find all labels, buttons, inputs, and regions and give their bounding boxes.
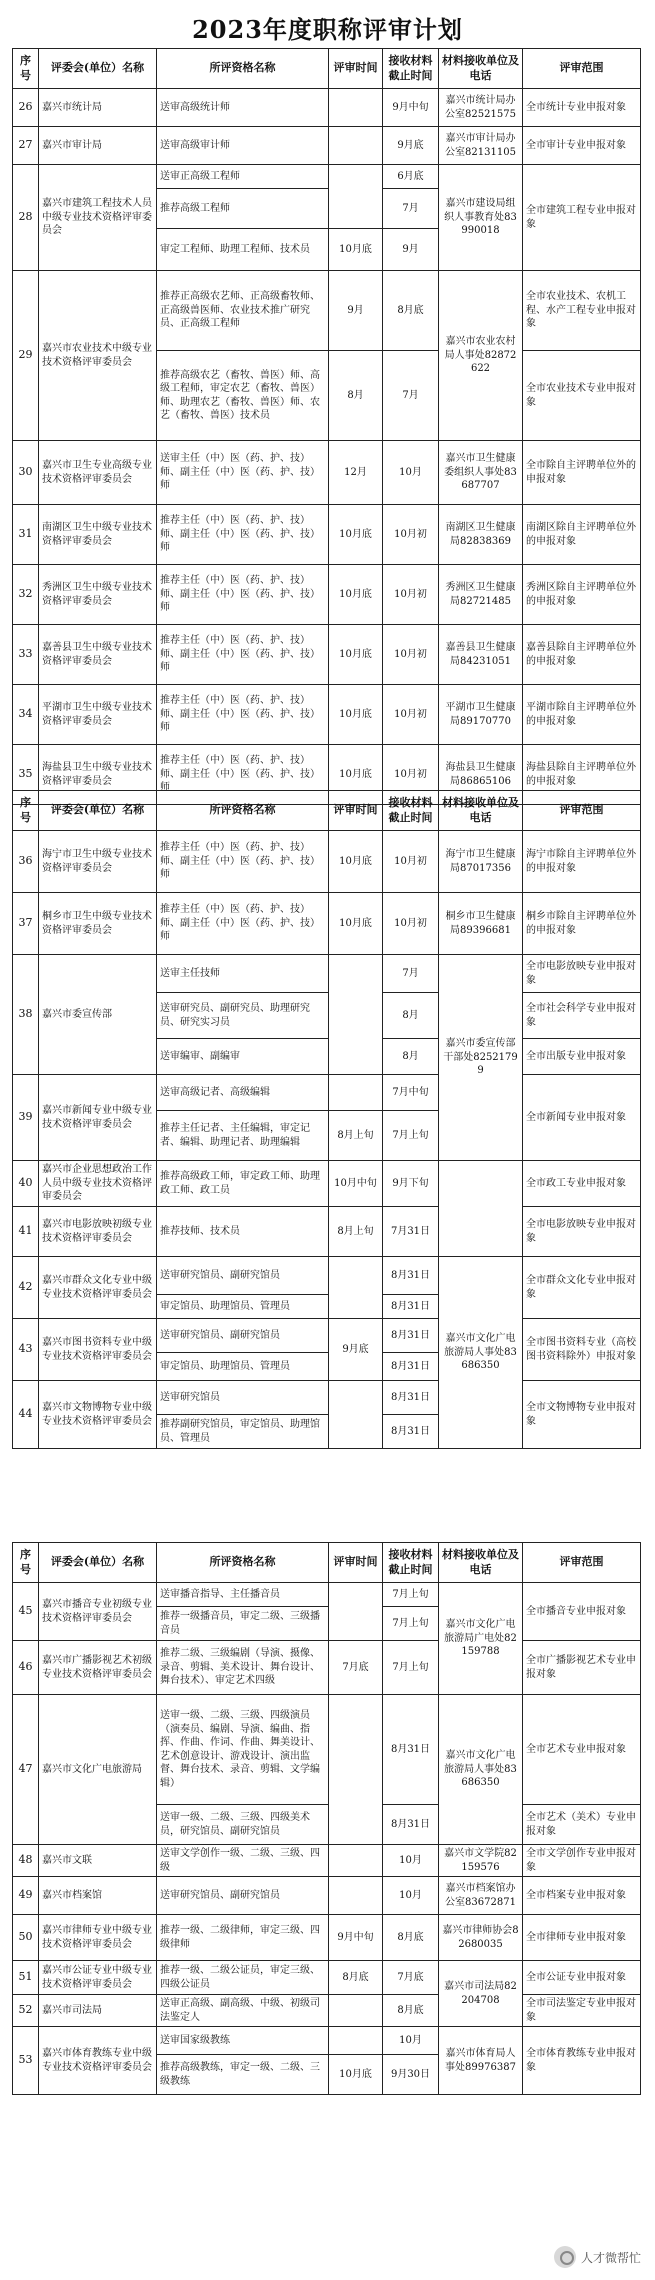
table-row — [13, 955, 641, 993]
table-cell: 全市律师专业申报对象 — [523, 1915, 641, 1961]
table-cell: 9月下旬 — [383, 1161, 439, 1207]
table-cell: 推荐主任（中）医（药、护、技）师、副主任（中）医（药、护、技）师 — [157, 505, 329, 565]
table-cell: 秀洲区卫生中级专业技术资格评审委员会 — [39, 565, 157, 625]
table-cell: 42 — [13, 1257, 39, 1319]
table-cell: 8月31日 — [383, 1381, 439, 1415]
table-cell: 31 — [13, 505, 39, 565]
table-cell: 推荐主任（中）医（药、护、技）师、副主任（中）医（药、护、技）师 — [157, 625, 329, 685]
table-cell: 8月31日 — [383, 1257, 439, 1295]
table-cell: 送审编审、副编审 — [157, 1039, 329, 1075]
table-cell: 8月底 — [383, 271, 439, 351]
table-cell: 嘉善县卫生健康局84231051 — [439, 625, 523, 685]
column-header-scope: 评审范围 — [523, 1543, 641, 1583]
table-cell: 推荐主任（中）医（药、护、技）师、副主任（中）医（药、护、技）师 — [157, 745, 329, 805]
table-cell: 嘉兴市图书资料专业中级专业技术资格评审委员会 — [39, 1319, 157, 1381]
table-cell: 8月31日 — [383, 1695, 439, 1805]
table-row — [13, 271, 641, 351]
table-cell: 全市档案专业申报对象 — [523, 1877, 641, 1915]
table-cell: 全市艺术（美术）专业申报对象 — [523, 1805, 641, 1845]
table-row — [13, 893, 641, 955]
column-header-no: 序号 — [13, 1543, 39, 1583]
table-cell: 7月 — [383, 189, 439, 229]
table-cell — [329, 1995, 383, 2027]
table-cell: 38 — [13, 955, 39, 1075]
table-cell: 10月初 — [383, 565, 439, 625]
table-cell: 8月 — [329, 351, 383, 441]
table-cell: 8月上旬 — [329, 1207, 383, 1257]
table-cell: 9月底 — [383, 127, 439, 165]
table-cell: 8月31日 — [383, 1295, 439, 1319]
table-cell: 送审研究馆员、副研究馆员 — [157, 1877, 329, 1915]
table-row — [13, 1845, 641, 1877]
table-cell: 嘉兴市电影放映初级专业技术资格评审委员会 — [39, 1207, 157, 1257]
table-cell: 嘉兴市体育教练专业中级专业技术资格评审委员会 — [39, 2027, 157, 2095]
table-cell: 7月中旬 — [383, 1075, 439, 1111]
table-cell: 全市农业技术、农机工程、水产工程专业申报对象 — [523, 271, 641, 351]
table-cell: 全市除自主评聘单位外的申报对象 — [523, 441, 641, 505]
column-header-qualification: 所评资格名称 — [157, 1543, 329, 1583]
table-cell: 10月初 — [383, 625, 439, 685]
table-cell: 审定工程师、助理工程师、技术员 — [157, 229, 329, 271]
table-cell: 嘉兴市文联 — [39, 1845, 157, 1877]
table-cell: 嘉兴市新闻专业中级专业技术资格评审委员会 — [39, 1075, 157, 1161]
table-cell: 48 — [13, 1845, 39, 1877]
watermark — [554, 2246, 641, 2268]
table-cell — [329, 1845, 383, 1877]
table-cell: 50 — [13, 1915, 39, 1961]
table-cell: 7月 — [383, 351, 439, 441]
table-cell: 全市艺术专业申报对象 — [523, 1695, 641, 1805]
table-cell: 10月初 — [383, 505, 439, 565]
table-cell: 全市广播影视艺术专业申报对象 — [523, 1641, 641, 1695]
table-cell: 嘉兴市公证专业中级专业技术资格评审委员会 — [39, 1961, 157, 1995]
table-row — [13, 1583, 641, 1607]
table-cell: 10月底 — [329, 565, 383, 625]
table-cell: 嘉兴市播音专业初级专业技术资格评审委员会 — [39, 1583, 157, 1641]
column-header-review-time: 评审时间 — [329, 49, 383, 89]
table-cell: 推荐一级、二级公证员，审定三级、四级公证员 — [157, 1961, 329, 1995]
table-cell: 海宁市卫生中级专业技术资格评审委员会 — [39, 831, 157, 893]
table-cell: 8月31日 — [383, 1319, 439, 1353]
column-header-committee: 评委会(单位）名称 — [39, 791, 157, 831]
column-header-deadline: 接收材料截止时间 — [383, 49, 439, 89]
table-cell: 嘉兴市企业思想政治工作人员中级专业技术资格评审委员会 — [39, 1161, 157, 1207]
table-cell: 36 — [13, 831, 39, 893]
table-cell: 桐乡市卫生健康局89396681 — [439, 893, 523, 955]
table-cell: 嘉兴市文化广电旅游局 — [39, 1695, 157, 1845]
table-row — [13, 1257, 641, 1295]
table-cell: 推荐高级教练，审定一级、二级、三级教练 — [157, 2055, 329, 2095]
table-cell: 海盐县除自主评聘单位外的申报对象 — [523, 745, 641, 805]
table-cell: 8月底 — [383, 1995, 439, 2027]
table-header-row — [13, 1543, 641, 1583]
table-row — [13, 165, 641, 189]
table-cell: 51 — [13, 1961, 39, 1995]
table-cell: 40 — [13, 1161, 39, 1207]
table-row — [13, 1075, 641, 1111]
column-header-qualification: 所评资格名称 — [157, 49, 329, 89]
table-cell: 全市政工专业申报对象 — [523, 1161, 641, 1207]
table-cell: 嘉兴市审计局办公室82131105 — [439, 127, 523, 165]
table-cell: 10月底 — [329, 893, 383, 955]
table-cell: 32 — [13, 565, 39, 625]
table-cell — [329, 2027, 383, 2055]
table-cell: 全市建筑工程专业申报对象 — [523, 165, 641, 271]
table-row — [13, 1161, 641, 1207]
table-cell: 8月上旬 — [329, 1111, 383, 1161]
table-cell: 10月 — [383, 441, 439, 505]
table-cell — [329, 1877, 383, 1915]
table-cell: 嘉兴市档案馆办公室83672871 — [439, 1877, 523, 1915]
table-cell: 送审研究馆员、副研究馆员 — [157, 1257, 329, 1295]
table-cell: 10月底 — [329, 229, 383, 271]
table-cell: 8月底 — [329, 1961, 383, 1995]
table-row — [13, 1641, 641, 1695]
column-header-qualification: 所评资格名称 — [157, 791, 329, 831]
table-cell — [329, 1695, 383, 1845]
table-cell: 39 — [13, 1075, 39, 1161]
table-cell: 嘉兴市农业技术中级专业技术资格评审委员会 — [39, 271, 157, 441]
table-cell: 9月30日 — [383, 2055, 439, 2095]
table-cell: 29 — [13, 271, 39, 441]
table-row — [13, 127, 641, 165]
table-cell: 8月31日 — [383, 1805, 439, 1845]
table-cell: 送审正高级、副高级、中级、初级司法鉴定人 — [157, 1995, 329, 2027]
table-cell: 推荐一级播音员，审定二级、三级播音员 — [157, 1607, 329, 1641]
table-cell: 10月底 — [329, 831, 383, 893]
table-cell: 10月底 — [329, 685, 383, 745]
table-cell: 审定馆员、助理馆员、管理员 — [157, 1353, 329, 1381]
table-cell: 6月底 — [383, 165, 439, 189]
table-cell: 9月 — [329, 271, 383, 351]
table-cell: 嘉善县卫生中级专业技术资格评审委员会 — [39, 625, 157, 685]
table-cell: 嘉兴市文化广电旅游局人事处83686350 — [439, 1257, 523, 1449]
table-cell: 8月31日 — [383, 1353, 439, 1381]
table-row — [13, 1381, 641, 1415]
table-cell: 嘉兴市文物博物专业中级专业技术资格评审委员会 — [39, 1381, 157, 1449]
table-cell: 全市播音专业申报对象 — [523, 1583, 641, 1641]
table-cell: 推荐一级、二级律师，审定三级、四级律师 — [157, 1915, 329, 1961]
table-cell: 7月上旬 — [383, 1583, 439, 1607]
table-cell — [329, 1381, 383, 1449]
table-row — [13, 1915, 641, 1961]
table-cell: 12月 — [329, 441, 383, 505]
table-cell: 送审正高级工程师 — [157, 165, 329, 189]
column-header-committee: 评委会(单位）名称 — [39, 49, 157, 89]
table-row — [13, 625, 641, 685]
table-cell: 推荐主任记者、主任编辑，审定记者、编辑、助理记者、助理编辑 — [157, 1111, 329, 1161]
table-cell: 46 — [13, 1641, 39, 1695]
column-header-review-time: 评审时间 — [329, 1543, 383, 1583]
column-header-contact: 材料接收单位及电话 — [439, 1543, 523, 1583]
table-cell: 45 — [13, 1583, 39, 1641]
table-cell: 全市社会科学专业申报对象 — [523, 993, 641, 1039]
table-cell: 7月上旬 — [383, 1607, 439, 1641]
table-row — [13, 2027, 641, 2055]
table-cell: 全市电影放映专业申报对象 — [523, 1207, 641, 1257]
table-row — [13, 1207, 641, 1257]
table-cell: 送审研究馆员、副研究馆员 — [157, 1319, 329, 1353]
table-cell: 7月上旬 — [383, 1641, 439, 1695]
table-cell: 嘉兴市文学院82159576 — [439, 1845, 523, 1877]
table-row — [13, 505, 641, 565]
table-cell: 海宁市除自主评聘单位外的申报对象 — [523, 831, 641, 893]
table-cell: 平湖市卫生中级专业技术资格评审委员会 — [39, 685, 157, 745]
table-cell: 7月底 — [383, 1961, 439, 1995]
table-cell: 28 — [13, 165, 39, 271]
table-cell: 审定馆员、助理馆员、管理员 — [157, 1295, 329, 1319]
table-cell: 平湖市卫生健康局89170770 — [439, 685, 523, 745]
table-cell: 送审一级、二级、三级、四级美术员，研究馆员、副研究馆员 — [157, 1805, 329, 1845]
table-cell: 秀洲区卫生健康局82721485 — [439, 565, 523, 625]
table-row — [13, 89, 641, 127]
table-cell: 33 — [13, 625, 39, 685]
table-cell — [439, 1161, 523, 1257]
wechat-logo-icon — [554, 2246, 576, 2268]
table-cell: 全市新闻专业申报对象 — [523, 1075, 641, 1161]
table-cell: 送审国家级教练 — [157, 2027, 329, 2055]
table-cell: 9月 — [383, 229, 439, 271]
table-cell: 推荐副研究馆员，审定馆员、助理馆员、管理员 — [157, 1415, 329, 1449]
table-cell: 27 — [13, 127, 39, 165]
table-cell: 平湖市除自主评聘单位外的申报对象 — [523, 685, 641, 745]
table-cell: 10月初 — [383, 831, 439, 893]
plan-table-3 — [12, 1542, 641, 2095]
table-cell: 嘉兴市统计局 — [39, 89, 157, 127]
table-cell: 嘉善县除自主评聘单位外的申报对象 — [523, 625, 641, 685]
table-cell: 送审高级审计师 — [157, 127, 329, 165]
table-cell: 推荐主任（中）医（药、护、技）师、副主任（中）医（药、护、技）师 — [157, 685, 329, 745]
table-cell: 嘉兴市审计局 — [39, 127, 157, 165]
table-cell: 全市文学创作专业申报对象 — [523, 1845, 641, 1877]
table-cell: 嘉兴市群众文化专业中级专业技术资格评审委员会 — [39, 1257, 157, 1319]
column-header-deadline: 接收材料截止时间 — [383, 1543, 439, 1583]
table-cell: 送审文学创作一级、二级、三级、四级 — [157, 1845, 329, 1877]
table-cell — [329, 1075, 383, 1111]
table-cell: 10月初 — [383, 685, 439, 745]
table-row — [13, 685, 641, 745]
table-cell — [329, 127, 383, 165]
table-cell: 8月 — [383, 993, 439, 1039]
table-cell: 推荐二级、三级编剧（导演、摄像、录音、剪辑、美术设计、舞台设计、舞台技术）、审定艺术四级 — [157, 1641, 329, 1695]
table-cell: 10月 — [383, 1845, 439, 1877]
table-cell: 送审研究馆员 — [157, 1381, 329, 1415]
table-cell: 7月 — [383, 955, 439, 993]
table-cell: 7月底 — [329, 1641, 383, 1695]
table-row — [13, 1961, 641, 1995]
table-header-row — [13, 49, 641, 89]
table-cell: 推荐正高级农艺师、正高级畜牧师、正高级兽医师、农业技术推广研究员、正高级工程师 — [157, 271, 329, 351]
table-cell: 推荐技师、技术员 — [157, 1207, 329, 1257]
table-cell: 南湖区卫生中级专业技术资格评审委员会 — [39, 505, 157, 565]
table-row — [13, 1695, 641, 1805]
table-cell — [329, 165, 383, 229]
table-cell: 秀洲区除自主评聘单位外的申报对象 — [523, 565, 641, 625]
table-cell: 43 — [13, 1319, 39, 1381]
table-cell: 嘉兴市卫生健康委组织人事处83687707 — [439, 441, 523, 505]
table-cell: 44 — [13, 1381, 39, 1449]
table-cell: 推荐主任（中）医（药、护、技）师、副主任（中）医（药、护、技）师 — [157, 893, 329, 955]
table-cell: 嘉兴市档案馆 — [39, 1877, 157, 1915]
table-cell: 8月31日 — [383, 1415, 439, 1449]
table-cell: 嘉兴市司法局82204708 — [439, 1961, 523, 2027]
table-cell: 送审主任（中）医（药、护、技）师、副主任（中）医（药、护、技）师 — [157, 441, 329, 505]
table-cell: 7月上旬 — [383, 1111, 439, 1161]
table-row — [13, 565, 641, 625]
table-cell: 7月31日 — [383, 1207, 439, 1257]
table-cell: 送审研究员、副研究员、助理研究员、研究实习员 — [157, 993, 329, 1039]
table-cell: 10月底 — [329, 505, 383, 565]
table-cell: 嘉兴市文化广电旅游局广电处82159788 — [439, 1583, 523, 1695]
table-row — [13, 441, 641, 505]
table-cell: 全市出版专业申报对象 — [523, 1039, 641, 1075]
table-cell: 南湖区卫生健康局82838369 — [439, 505, 523, 565]
table-cell: 海宁市卫生健康局87017356 — [439, 831, 523, 893]
column-header-committee: 评委会(单位）名称 — [39, 1543, 157, 1583]
table-cell — [329, 89, 383, 127]
table-cell: 37 — [13, 893, 39, 955]
table-cell: 全市图书资料专业（高校图书资料除外）申报对象 — [523, 1319, 641, 1381]
table-row — [13, 1877, 641, 1915]
table-cell: 推荐主任（中）医（药、护、技）师、副主任（中）医（药、护、技）师 — [157, 831, 329, 893]
table-cell: 嘉兴市农业农村局人事处82872622 — [439, 271, 523, 441]
page-title: 2023年度职称评审计划 — [192, 15, 463, 44]
watermark-text: 人才微帮忙 — [580, 2250, 641, 2265]
table-cell: 全市文物博物专业申报对象 — [523, 1381, 641, 1449]
table-row — [13, 1319, 641, 1353]
table-cell: 10月初 — [383, 893, 439, 955]
table-cell: 34 — [13, 685, 39, 745]
table-cell — [329, 1583, 383, 1641]
table-cell: 送审高级统计师 — [157, 89, 329, 127]
table-cell: 26 — [13, 89, 39, 127]
plan-table-1 — [12, 48, 641, 805]
column-header-contact: 材料接收单位及电话 — [439, 791, 523, 831]
table-cell: 10月底 — [329, 625, 383, 685]
table-cell: 9月底 — [329, 1319, 383, 1381]
table-cell — [329, 955, 383, 1075]
table-cell: 35 — [13, 745, 39, 805]
table-cell: 嘉兴市卫生专业高级专业技术资格评审委员会 — [39, 441, 157, 505]
table-cell: 推荐主任（中）医（药、护、技）师、副主任（中）医（药、护、技）师 — [157, 565, 329, 625]
table-cell: 嘉兴市建设局组织人事教育处83990018 — [439, 165, 523, 271]
table-cell: 嘉兴市律师协会82680035 — [439, 1915, 523, 1961]
table-cell: 全市农业技术专业申报对象 — [523, 351, 641, 441]
table-cell: 送审播音指导、主任播音员 — [157, 1583, 329, 1607]
table-cell: 嘉兴市司法局 — [39, 1995, 157, 2027]
table-cell: 推荐高级政工师，审定政工师、助理政工师、政工员 — [157, 1161, 329, 1207]
table-cell: 海盐县卫生中级专业技术资格评审委员会 — [39, 745, 157, 805]
column-header-no: 序号 — [13, 49, 39, 89]
table-cell: 桐乡市除自主评聘单位外的申报对象 — [523, 893, 641, 955]
table-cell: 10月底 — [329, 2055, 383, 2095]
table-cell: 全市司法鉴定专业申报对象 — [523, 1995, 641, 2027]
table-cell: 10月初 — [383, 745, 439, 805]
table-cell: 送审主任技师 — [157, 955, 329, 993]
table-cell: 49 — [13, 1877, 39, 1915]
table-row — [13, 831, 641, 893]
table-cell: 41 — [13, 1207, 39, 1257]
table-header-row — [13, 791, 641, 831]
table-cell: 南湖区除自主评聘单位外的申报对象 — [523, 505, 641, 565]
column-header-contact: 材料接收单位及电话 — [439, 49, 523, 89]
table-cell: 推荐高级农艺（畜牧、兽医）师、高级工程师，审定农艺（畜牧、兽医）师、助理农艺（畜牧、兽医）师、农艺（畜牧、兽医）技术员 — [157, 351, 329, 441]
table-cell: 嘉兴市统计局办公室82521575 — [439, 89, 523, 127]
table-cell: 海盐县卫生健康局86865106 — [439, 745, 523, 805]
table-cell: 全市公证专业申报对象 — [523, 1961, 641, 1995]
table-cell: 47 — [13, 1695, 39, 1845]
table-cell: 全市电影放映专业申报对象 — [523, 955, 641, 993]
table-cell: 全市体育教练专业申报对象 — [523, 2027, 641, 2095]
table-cell: 嘉兴市委宣传部干部处82521799 — [439, 955, 523, 1161]
table-cell — [329, 1257, 383, 1319]
table-cell: 52 — [13, 1995, 39, 2027]
table-cell: 10月中旬 — [329, 1161, 383, 1207]
column-header-scope: 评审范围 — [523, 791, 641, 831]
column-header-deadline: 接收材料截止时间 — [383, 791, 439, 831]
table-cell: 8月底 — [383, 1915, 439, 1961]
table-cell: 10月 — [383, 1877, 439, 1915]
column-header-no: 序号 — [13, 791, 39, 831]
table-cell: 推荐高级工程师 — [157, 189, 329, 229]
table-cell: 10月 — [383, 2027, 439, 2055]
table-cell: 30 — [13, 441, 39, 505]
column-header-scope: 评审范围 — [523, 49, 641, 89]
table-cell: 53 — [13, 2027, 39, 2095]
table-cell: 9月中旬 — [329, 1915, 383, 1961]
table-cell: 送审一级、二级、三级、四级演员（演奏员、编剧、导演、编曲、指挥、作曲、作词、作曲、舞美设计、艺术创意设计、游戏设计、演出监督、舞台技术、录音、剪辑、文学编辑） — [157, 1695, 329, 1805]
table-cell: 嘉兴市文化广电旅游局人事处83686350 — [439, 1695, 523, 1845]
table-cell: 嘉兴市律师专业中级专业技术资格评审委员会 — [39, 1915, 157, 1961]
table-cell: 10月底 — [329, 745, 383, 805]
table-cell: 嘉兴市建筑工程技术人员中级专业技术资格评审委员会 — [39, 165, 157, 271]
table-cell: 嘉兴市委宣传部 — [39, 955, 157, 1075]
table-cell: 9月中旬 — [383, 89, 439, 127]
table-cell: 送审高级记者、高级编辑 — [157, 1075, 329, 1111]
table-cell: 桐乡市卫生中级专业技术资格评审委员会 — [39, 893, 157, 955]
plan-table-2 — [12, 790, 641, 1449]
table-cell: 嘉兴市体育局人事处89976387 — [439, 2027, 523, 2095]
table-cell: 嘉兴市广播影视艺术初级专业技术资格评审委员会 — [39, 1641, 157, 1695]
table-cell: 全市统计专业申报对象 — [523, 89, 641, 127]
table-row — [13, 1995, 641, 2027]
table-cell: 全市群众文化专业申报对象 — [523, 1257, 641, 1319]
table-cell: 全市审计专业申报对象 — [523, 127, 641, 165]
column-header-review-time: 评审时间 — [329, 791, 383, 831]
table-cell: 8月 — [383, 1039, 439, 1075]
